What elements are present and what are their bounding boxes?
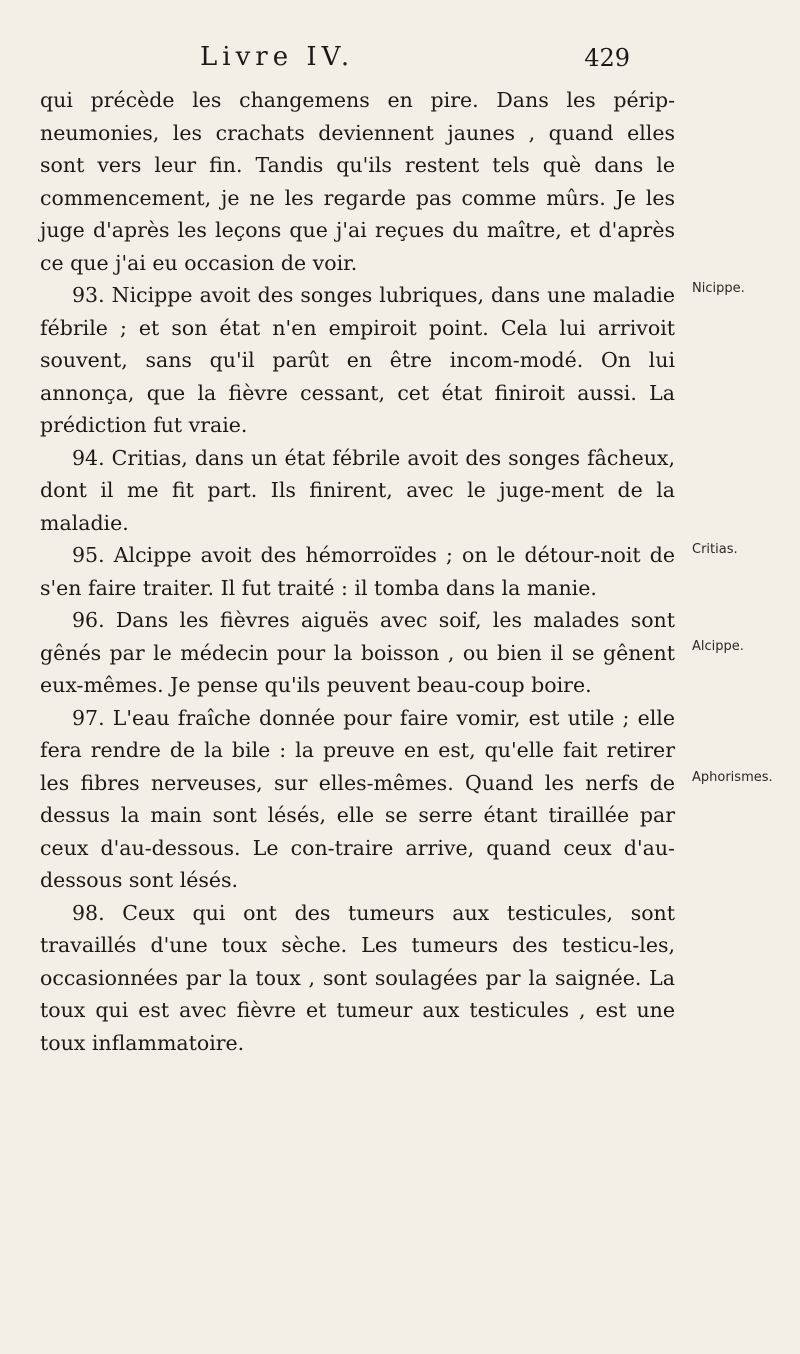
paragraph-95: 95. Alcippe avoit des hémorroïdes ; on le détour-noit de s'en faire traiter. Il fut traité : il tomba dans la manie. <box>40 543 675 600</box>
paragraph-93: 93. Nicippe avoit des songes lubriques, dans une maladie fébrile ; et son état n'en empiroit point. Cela lui arrivoit souvent, sans qu'il parût en être incom-modé. On lui annonça, que la fièvre cessant, cet état finiroit aussi. La prédiction fut vraie. <box>40 283 675 437</box>
margin-note-alcippe: Alcippe. <box>692 639 744 654</box>
running-head-title: Livre IV. <box>200 42 355 72</box>
margin-note-aphorismes: Aphorismes. <box>692 770 773 785</box>
paragraph-97: 97. L'eau fraîche donnée pour faire vomir, est utile ; elle fera rendre de la bile : la preuve en est, qu'elle fait retirer les fibres nerveuses, sur elles-mêmes. Quand les nerfs de dessus la main sont lésés, elle se serre étant tiraillée par ceux d'au-dessous. Le con-traire arrive, quand ceux d'au-dessous sont lésés. <box>40 705 675 892</box>
margin-note-critias: Critias. <box>692 542 738 557</box>
paragraph-98: 98. Ceux qui ont des tumeurs aux testicules, sont travaillés d'une toux sèche. Les tumeurs des testicu-les, occasionnées par la toux , sont soulagées par la saignée. La toux qui est avec fièvre et tumeur aux testicules , est une toux inflammatoire. <box>40 900 675 1055</box>
body-text <box>40 84 675 1059</box>
paragraph-94: 94. Critias, dans un état fébrile avoit des songes fâcheux, dont il me fit part. Ils finirent, avec le juge-ment de la maladie. <box>40 445 675 535</box>
paragraph-continuation: qui précède les changemens en pire. Dans les périp-neumonies, les crachats deviennent jaunes , quand elles sont vers leur fin. Tandis qu'ils restent tels què dans le commencement, je ne les regarde pas comme mûrs. Je les juge d'après les leçons que j'ai reçues du maître, et d'après ce que j'ai eu occasion de voir. <box>40 88 675 275</box>
running-head <box>200 42 630 78</box>
margin-note-nicippe: Nicippe. <box>692 281 745 296</box>
page-number: 429 <box>584 44 630 72</box>
paragraph-96: 96. Dans les fièvres aiguës avec soif, les malades sont gênés par le médecin pour la boisson , ou bien il se gênent eux-mêmes. Je pense qu'ils peuvent beau-coup boire. <box>40 608 675 697</box>
